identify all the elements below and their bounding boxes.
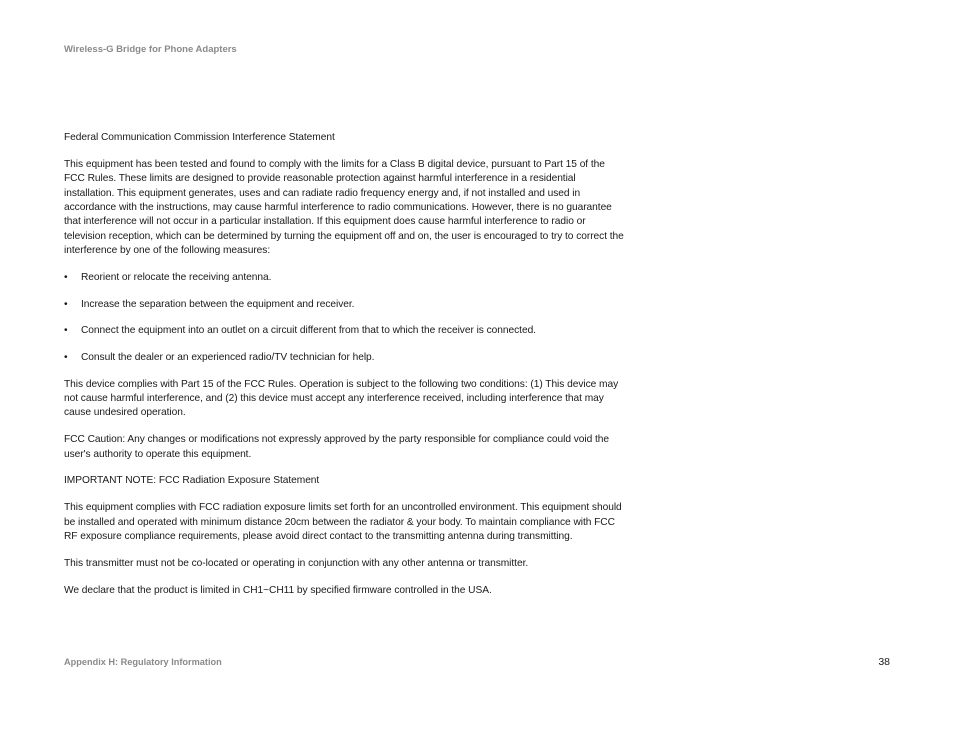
colocation-paragraph: This transmitter must not be co-located or operating in conjunction with any other antenna or transmitter. [64,557,529,569]
exposure-paragraph: This equipment complies with FCC radiation exposure limits set forth for an uncontrolled environment. This equipment should be installed and operated with minimum distance 20cm between the radiator & your body. To maintain compliance with FCC RF exposure compliance requirements, please avoid direct contact to the transmitting antenna during transmitting. [64,502,622,543]
list-item: • Connect the equipment into an outlet on a circuit different from that to which the receiver is connected. [64,324,628,338]
page-number: 38 [878,656,890,668]
important-note-heading: IMPORTANT NOTE: FCC Radiation Exposure Statement [64,475,320,487]
list-item: • Increase the separation between the equipment and receiver. [64,298,628,312]
footer-section-title: Appendix H: Regulatory Information [64,657,222,667]
bullet-icon: • [64,298,68,310]
part15-paragraph: This device complies with Part 15 of the FCC Rules. Operation is subject to the following two conditions: (1) This device may not cause harmful interference, and (2) this device must accept any interference received, including interference that may cause undesired operation. [64,378,619,419]
fcc-statement-heading: Federal Communication Commission Interference Statement [64,132,335,143]
list-item: • Reorient or relocate the receiving antenna. [64,271,628,285]
bullet-icon: • [64,351,68,363]
measures-list [64,271,628,365]
caution-paragraph: FCC Caution: Any changes or modifications not expressly approved by the party responsible for compliance could void the user's authority to operate this equipment. [64,434,610,460]
document-body [64,131,628,610]
intro-paragraph: This equipment has been tested and found to comply with the limits for a Class B digital device, pursuant to Part 15 of the FCC Rules. These limits are designed to provide reasonable protection against harmful interference in a residential installation. This equipment generates, uses and can radiate radio frequency energy and, if not installed and used in accordance with the instructions, may cause harmful interference to radio communications. However, there is no guarantee that interference will not occur in a particular installation. If this equipment does cause harmful interference to radio or television reception, which can be determined by turning the equipment off and on, the user is encouraged to try to correct the interference by one of the following measures: [64,158,624,257]
running-header: Wireless-G Bridge for Phone Adapters [64,44,237,55]
list-item: • Consult the dealer or an experienced radio/TV technician for help. [64,351,628,365]
bullet-icon: • [64,272,68,284]
bullet-icon: • [64,325,68,337]
declaration-paragraph: We declare that the product is limited in CH1~CH11 by specified firmware controlled in the USA. [64,584,492,596]
